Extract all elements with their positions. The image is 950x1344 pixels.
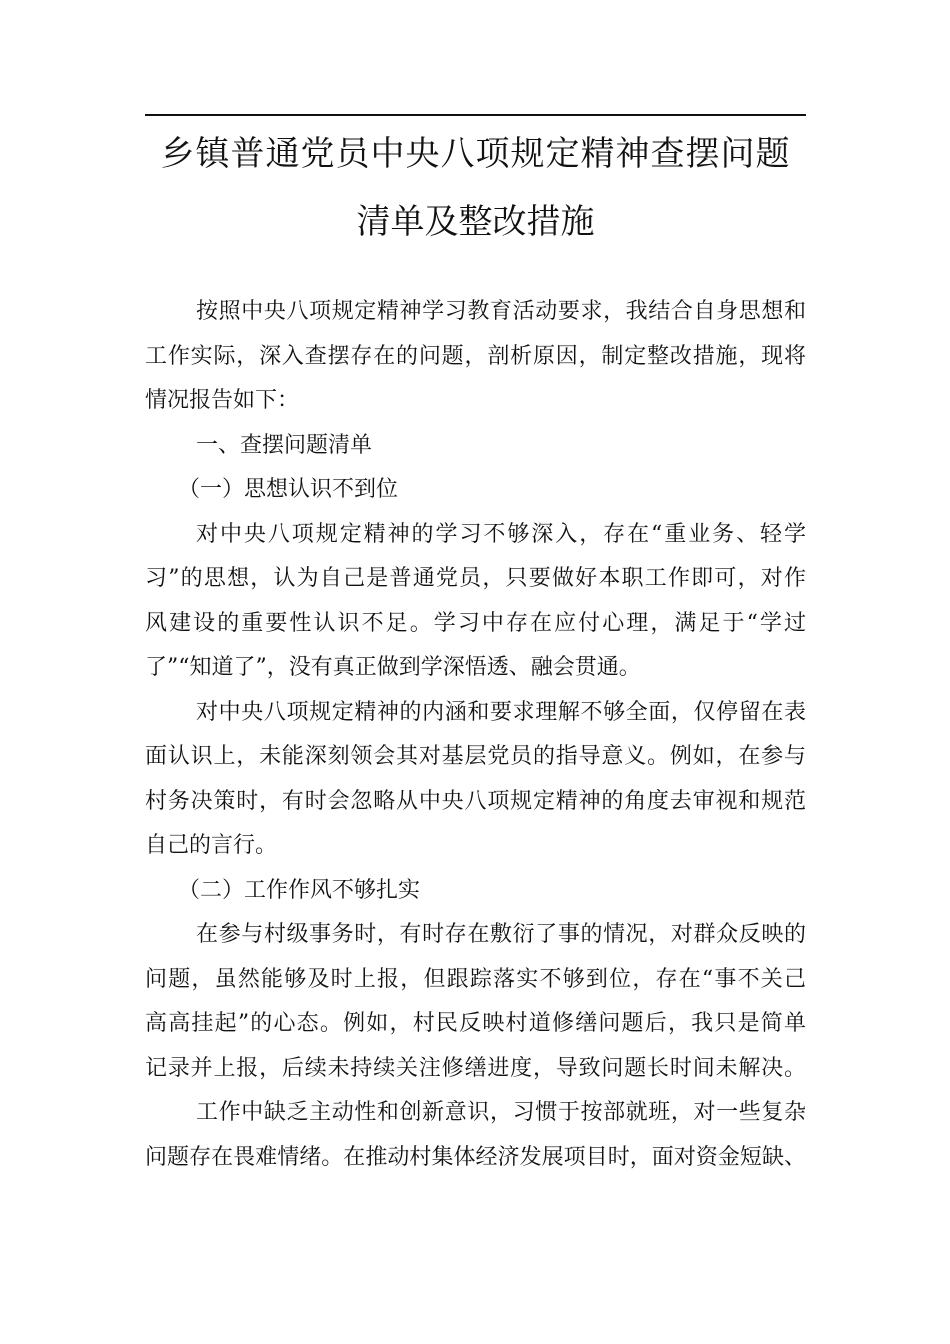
document-title-line-1: 乡镇普通党员中央八项规定精神查摆问题 (160, 134, 791, 174)
section-heading: 一、查摆问题清单 (196, 432, 373, 458)
paragraph-line: 情况报告如下： (145, 388, 300, 413)
document-body (145, 290, 806, 1180)
subsection-heading: （一）思想认识不到位 (178, 477, 399, 502)
paragraph-line: 了”“知道了”，没有真正做到学深悟透、融会贯通。 (145, 655, 641, 680)
paragraph-line: 风建设的重要性认识不足。学习中存在应付心理，满足于“学过 (145, 610, 806, 636)
paragraph-line: 面认识上，未能深刻领会其对基层党员的指导意义。例如，在参与 (145, 744, 806, 769)
paragraph-line: 对中央八项规定精神的内涵和要求理解不够全面，仅停留在表 (196, 699, 806, 725)
subsection-heading: （二）工作作风不够扎实 (178, 877, 421, 903)
paragraph-line: 工作实际，深入查摆存在的问题，剖析原因，制定整改措施，现将 (145, 343, 806, 369)
header-rule (145, 114, 806, 116)
paragraph-line: 记录并上报，后续未持续关注修缮进度，导致问题长时间未解决。 (145, 1055, 806, 1081)
paragraph-line: 习”的思想，认为自己是普通党员，只要做好本职工作即可，对作 (145, 566, 806, 591)
paragraph-line: 高高挂起”的心态。例如，村民反映村道修缮问题后，我只是简单 (145, 1011, 806, 1036)
paragraph-line: 按照中央八项规定精神学习教育活动要求，我结合自身思想和 (196, 299, 806, 324)
paragraph-line: 问题存在畏难情绪。在推动村集体经济发展项目时，面对资金短缺、 (145, 1144, 806, 1170)
paragraph-line: 自己的言行。 (145, 833, 278, 858)
paragraph-line: 对中央八项规定精神的学习不够深入，存在“重业务、轻学 (196, 521, 806, 547)
paragraph-line: 在参与村级事务时，有时存在敷衍了事的情况，对群众反映的 (196, 922, 806, 947)
document-title-line-2: 清单及整改措施 (356, 202, 595, 242)
paragraph-line: 问题，虽然能够及时上报，但跟踪落实不够到位，存在“事不关己 (145, 966, 806, 992)
paragraph-line: 村务决策时，有时会忽略从中央八项规定精神的角度去审视和规范 (145, 788, 806, 814)
paragraph-line: 工作中缺乏主动性和创新意识，习惯于按部就班，对一些复杂 (196, 1100, 806, 1125)
